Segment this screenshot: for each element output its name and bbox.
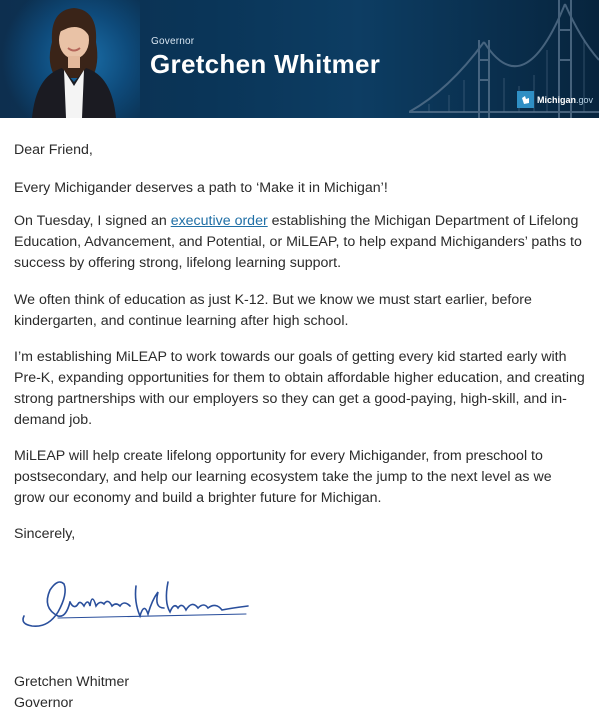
handwritten-signature	[18, 572, 258, 632]
signer-name: Gretchen Whitmer	[14, 674, 130, 690]
executive-order-link[interactable]: executive order	[170, 213, 268, 229]
paragraph-3: We often think of education as just K-12. But we know we must start earlier, before kindergarten, and continue learning after high school.	[14, 292, 532, 329]
header-banner	[0, 0, 599, 118]
michigan-state-icon	[517, 91, 534, 108]
governor-title-label: Governor	[151, 36, 195, 47]
logo-text: Michigan	[537, 94, 577, 105]
governor-name-heading: Gretchen Whitmer	[150, 49, 381, 79]
logo-suffix: .gov	[576, 94, 594, 105]
closing: Sincerely,	[14, 526, 76, 542]
paragraph-4: I’m establishing MiLEAP to work towards our goals of getting every kid started early with Pre-K, expanding opportunities for them to obtain affordable higher education, and creating strong partnerships with our employers so they can get a good-paying, high-skill, and in-demand job.	[14, 349, 585, 428]
salutation: Dear Friend,	[14, 142, 93, 158]
signer-title: Governor	[14, 695, 74, 711]
paragraph-1: Every Michigander deserves a path to ‘Make it in Michigan’!	[14, 180, 388, 196]
michigan-gov-logo[interactable]	[517, 91, 593, 108]
paragraph-5: MiLEAP will help create lifelong opportunity for every Michigander, from preschool to postsecondary, and help our learning ecosystem take the jump to the next level as we grow our economy and build a brighter future for Michigan.	[14, 448, 552, 506]
governor-portrait	[22, 2, 122, 118]
paragraph-2: On Tuesday, I signed an executive order establishing the Michigan Department of Lifelong Education, Advancement, and Potential, or MiLEAP, to help expand Michiganders’ paths to success by offering strong, lifelong learning support.	[14, 213, 582, 271]
